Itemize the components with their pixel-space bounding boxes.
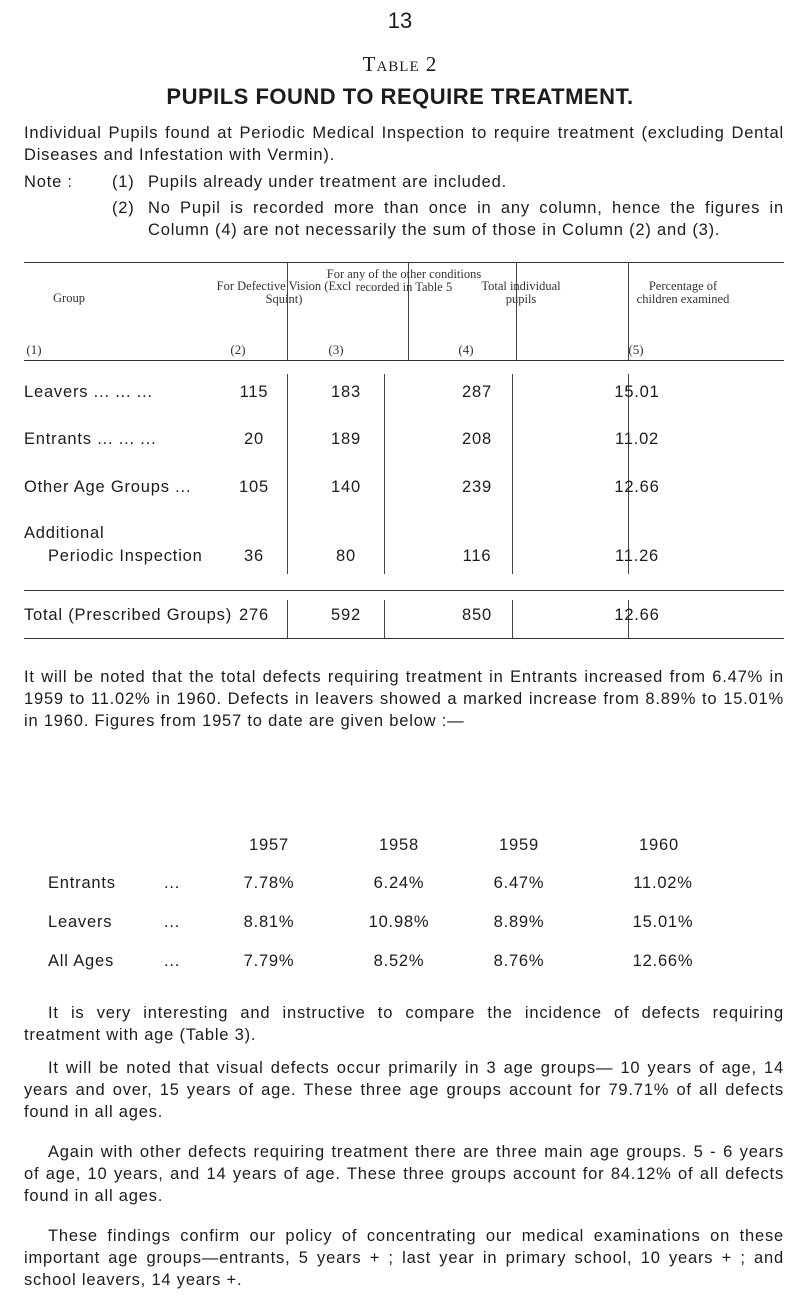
note-text: Pupils already under treatment are included. xyxy=(148,173,507,191)
cell-total: 208 xyxy=(462,430,492,448)
yearly-value: 8.81% xyxy=(243,913,295,931)
table-label: Table 2 xyxy=(362,52,438,76)
note-number: (1) xyxy=(112,173,135,191)
note-text: No Pupil is recorded more than once in any column, hence the figures in Column (4) are not necessarily the sum of those in Column (2) and (3). xyxy=(148,199,784,239)
leader-dots: ... xyxy=(164,913,181,931)
yearly-row-label: Leavers xyxy=(48,913,113,931)
column-divider xyxy=(628,374,629,574)
paragraph-findings: These findings confirm our policy of concentrating our medical examinations on these important age groups—entrants, 5 years + ; last year in primary school, 10 years + ; and school leavers, 14 years +. xyxy=(24,1227,784,1289)
year-header: 1958 xyxy=(379,836,419,854)
yearly-row-label: All Ages xyxy=(48,952,115,970)
cell-total: 287 xyxy=(462,383,492,401)
note-1 xyxy=(24,171,784,193)
cell-defective: 36 xyxy=(244,547,264,565)
cell-defective: 115 xyxy=(239,383,269,401)
yearly-value: 8.76% xyxy=(493,952,545,970)
row-label-additional: Additional xyxy=(24,524,105,542)
yearly-value: 6.24% xyxy=(373,874,425,892)
paragraph-entrants-increase: It will be noted that the total defects requiring treatment in Entrants increased from 6.47% in 1959 to 11.02% in 1960. Defects in leavers showed a marked increase from 8.89% to 15.01% in 1960. Figures from 1957 to date are given below :— xyxy=(24,668,784,730)
cell-defective: 276 xyxy=(239,606,269,624)
column-number: (4) xyxy=(458,342,474,357)
column-divider xyxy=(287,374,288,574)
yearly-value: 8.89% xyxy=(493,913,545,931)
intro-paragraph: Individual Pupils found at Periodic Medical Inspection to require treatment (excluding Dental Diseases and Infestation with Vermin). xyxy=(24,124,784,164)
column-number: (2) xyxy=(230,342,246,357)
page-number: 13 xyxy=(387,8,413,33)
yearly-value: 12.66% xyxy=(632,952,694,970)
header-bottom-rule xyxy=(24,360,784,361)
row-label-periodic-inspection: Periodic Inspection xyxy=(48,547,203,565)
header-other-conditions: For any of the other conditions recorded in Table 5 xyxy=(326,267,482,294)
year-header: 1959 xyxy=(499,836,539,854)
column-divider xyxy=(512,374,513,574)
cell-percentage: 15.01 xyxy=(614,383,660,401)
column-divider xyxy=(516,262,517,360)
notes-block xyxy=(24,171,784,241)
table-bottom-rule xyxy=(24,638,784,639)
page-title: PUPILS FOUND TO REQUIRE TREATMENT. xyxy=(166,84,634,109)
column-divider xyxy=(287,262,288,360)
header-total-pupils: Total individual pupils xyxy=(481,279,561,306)
yearly-value: 6.47% xyxy=(493,874,545,892)
yearly-value: 7.79% xyxy=(243,952,295,970)
cell-percentage: 12.66 xyxy=(614,606,660,624)
cell-total: 116 xyxy=(462,547,492,565)
yearly-value: 8.52% xyxy=(373,952,425,970)
total-top-rule xyxy=(24,590,784,591)
column-number: (1) xyxy=(26,342,42,357)
row-label-total: Total (Prescribed Groups) xyxy=(24,606,232,624)
leader-dots: ... xyxy=(164,874,181,892)
cell-other: 592 xyxy=(331,606,361,624)
column-number: (5) xyxy=(628,342,644,357)
note-2 xyxy=(24,197,784,241)
paragraph-compare-incidence: It is very interesting and instructive to compare the incidence of defects requiring treatment with age (Table 3). xyxy=(24,1004,784,1044)
leader-dots: ... xyxy=(164,952,181,970)
paragraph-visual-defects: It will be noted that visual defects occur primarily in 3 age groups— 10 years of age, 14 years and over, 15 years of age. These three age groups account for 79.71% of all defects found in all ages. xyxy=(24,1059,784,1121)
header-percentage: Percentage of children examined xyxy=(636,279,730,306)
yearly-value: 10.98% xyxy=(368,913,430,931)
cell-percentage: 11.26 xyxy=(614,547,660,565)
cell-percentage: 12.66 xyxy=(614,478,660,496)
note-prefix: Note : xyxy=(24,173,73,191)
yearly-percentages-table xyxy=(24,836,784,970)
year-header: 1957 xyxy=(249,836,289,854)
table-top-rule xyxy=(24,262,784,263)
yearly-value: 15.01% xyxy=(632,913,694,931)
year-header: 1960 xyxy=(639,836,679,854)
cell-defective: 105 xyxy=(239,478,269,496)
column-divider xyxy=(384,374,385,574)
note-number: (2) xyxy=(112,199,135,217)
yearly-value: 7.78% xyxy=(243,874,295,892)
yearly-row-label: Entrants xyxy=(48,874,116,892)
row-label-other-age-groups: Other Age Groups ... xyxy=(24,478,192,496)
cell-defective: 20 xyxy=(244,430,264,448)
yearly-value: 11.02% xyxy=(633,874,693,892)
cell-percentage: 11.02 xyxy=(614,430,660,448)
cell-total: 850 xyxy=(462,606,492,624)
header-defective-vision: For Defective Vision (Excl Squint) xyxy=(216,279,352,306)
row-label-entrants: Entrants ... ... ... xyxy=(24,430,157,448)
cell-other: 80 xyxy=(336,547,356,565)
column-number: (3) xyxy=(328,342,344,357)
header-group: Group xyxy=(53,291,85,305)
cell-total: 239 xyxy=(462,478,492,496)
cell-other: 189 xyxy=(331,430,361,448)
row-label-leavers: Leavers ... ... ... xyxy=(24,383,153,401)
paragraph-other-defects: Again with other defects requiring treatment there are three main age groups. 5 - 6 years of age, 10 years, and 14 years of age. These three groups account for 84.12% of all defects found in all ages. xyxy=(24,1143,784,1205)
cell-other: 140 xyxy=(331,478,361,496)
cell-other: 183 xyxy=(331,383,361,401)
